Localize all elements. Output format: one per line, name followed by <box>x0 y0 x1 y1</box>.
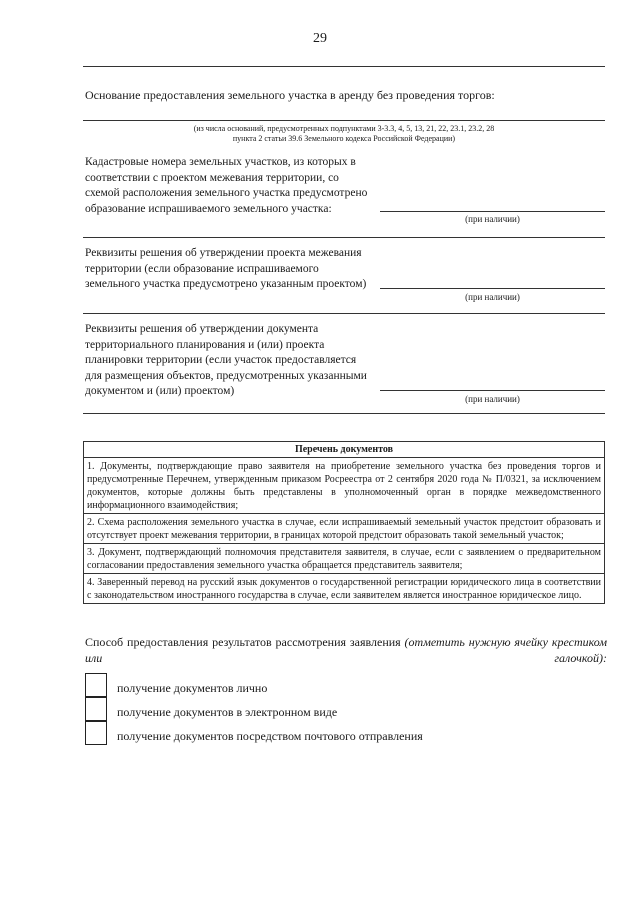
basis-line-1[interactable] <box>83 120 605 121</box>
delivery-option-3-label: получение документов посредством почтового отправления <box>117 729 423 743</box>
documents-item-4: 4. Заверенный перевод на русский язык документов о государственной регистрации юридического лица в соответствии с законодательством иностранного государства в случае, если заявителем является иностранное юридическое лицо. <box>84 574 605 604</box>
page-number: 29 <box>313 31 327 46</box>
delivery-option-2-checkbox[interactable] <box>85 697 107 721</box>
field-planning-line[interactable] <box>83 413 605 414</box>
field-planning-input[interactable] <box>380 390 605 391</box>
field-planning-hint: (при наличии) <box>465 394 520 404</box>
field-survey-project-line[interactable] <box>83 313 605 314</box>
top-rule <box>83 66 605 67</box>
documents-table <box>83 441 605 604</box>
basis-note-2: пункта 2 статьи 39.6 Земельного кодекса Российской Федерации) <box>232 134 456 143</box>
delivery-option-2-label: получение документов в электронном виде <box>117 705 338 719</box>
field-survey-project-input[interactable] <box>380 288 605 289</box>
field-cadastral-input[interactable] <box>380 211 605 212</box>
field-planning-label: Реквизиты решения об утверждении документа территориального планирования и (или) проекта планировки территории (если участок предоставляется для размещения объектов, предусмотренных указанными документом и (или) проектом) <box>85 323 367 397</box>
delivery-option-1-label: получение документов лично <box>117 681 268 695</box>
documents-item-3: 3. Документ, подтверждающий полномочия представителя заявителя, в случае, если с заявлением о предварительном согласовании предоставления земельного участка обращается представитель заявителя; <box>84 544 605 574</box>
documents-item-1: 1. Документы, подтверждающие право заявителя на приобретение земельного участка без проведения торгов и предусмотренные Перечнем, утвержденным приказом Росреестра от 2 сентября 2020 года № П/0321, за исключением документов, которые должны быть представлены в уполномоченный орган в порядке межведомственного информационного взаимодействия; <box>84 458 605 514</box>
documents-item-2: 2. Схема расположения земельного участка в случае, если испрашиваемый земельный участок предстоит образовать и отсутствует проект межевания территории, в границах которой предстоит образовать такой земельный участок; <box>84 514 605 544</box>
basis-label: Основание предоставления земельного участка в аренду без проведения торгов: <box>85 88 495 102</box>
documents-title: Перечень документов <box>84 442 605 458</box>
delivery-label: Способ предоставления результатов рассмотрения заявления (отметить нужную ячейку крестиком или галочкой): <box>85 635 607 665</box>
basis-note-1: (из числа оснований, предусмотренных подпунктами 3-3.3, 4, 5, 13, 21, 22, 23.1, 23.2, 28 <box>193 124 495 133</box>
field-cadastral-label: Кадастровые номера земельных участков, из которых в соответствии с проектом межевания территории, со схемой расположения земельного участка предусмотрено образование испрашиваемого земельного участка: <box>85 156 368 215</box>
field-survey-project-label: Реквизиты решения об утверждении проекта межевания территории (если образование испрашиваемого земельного участка предусмотрено указанным проектом) <box>85 247 367 290</box>
field-survey-project-hint: (при наличии) <box>465 292 520 302</box>
delivery-option-3-checkbox[interactable] <box>85 721 107 745</box>
field-cadastral-line[interactable] <box>83 237 605 238</box>
delivery-option-1-checkbox[interactable] <box>85 673 107 697</box>
field-cadastral-hint: (при наличии) <box>465 214 520 224</box>
